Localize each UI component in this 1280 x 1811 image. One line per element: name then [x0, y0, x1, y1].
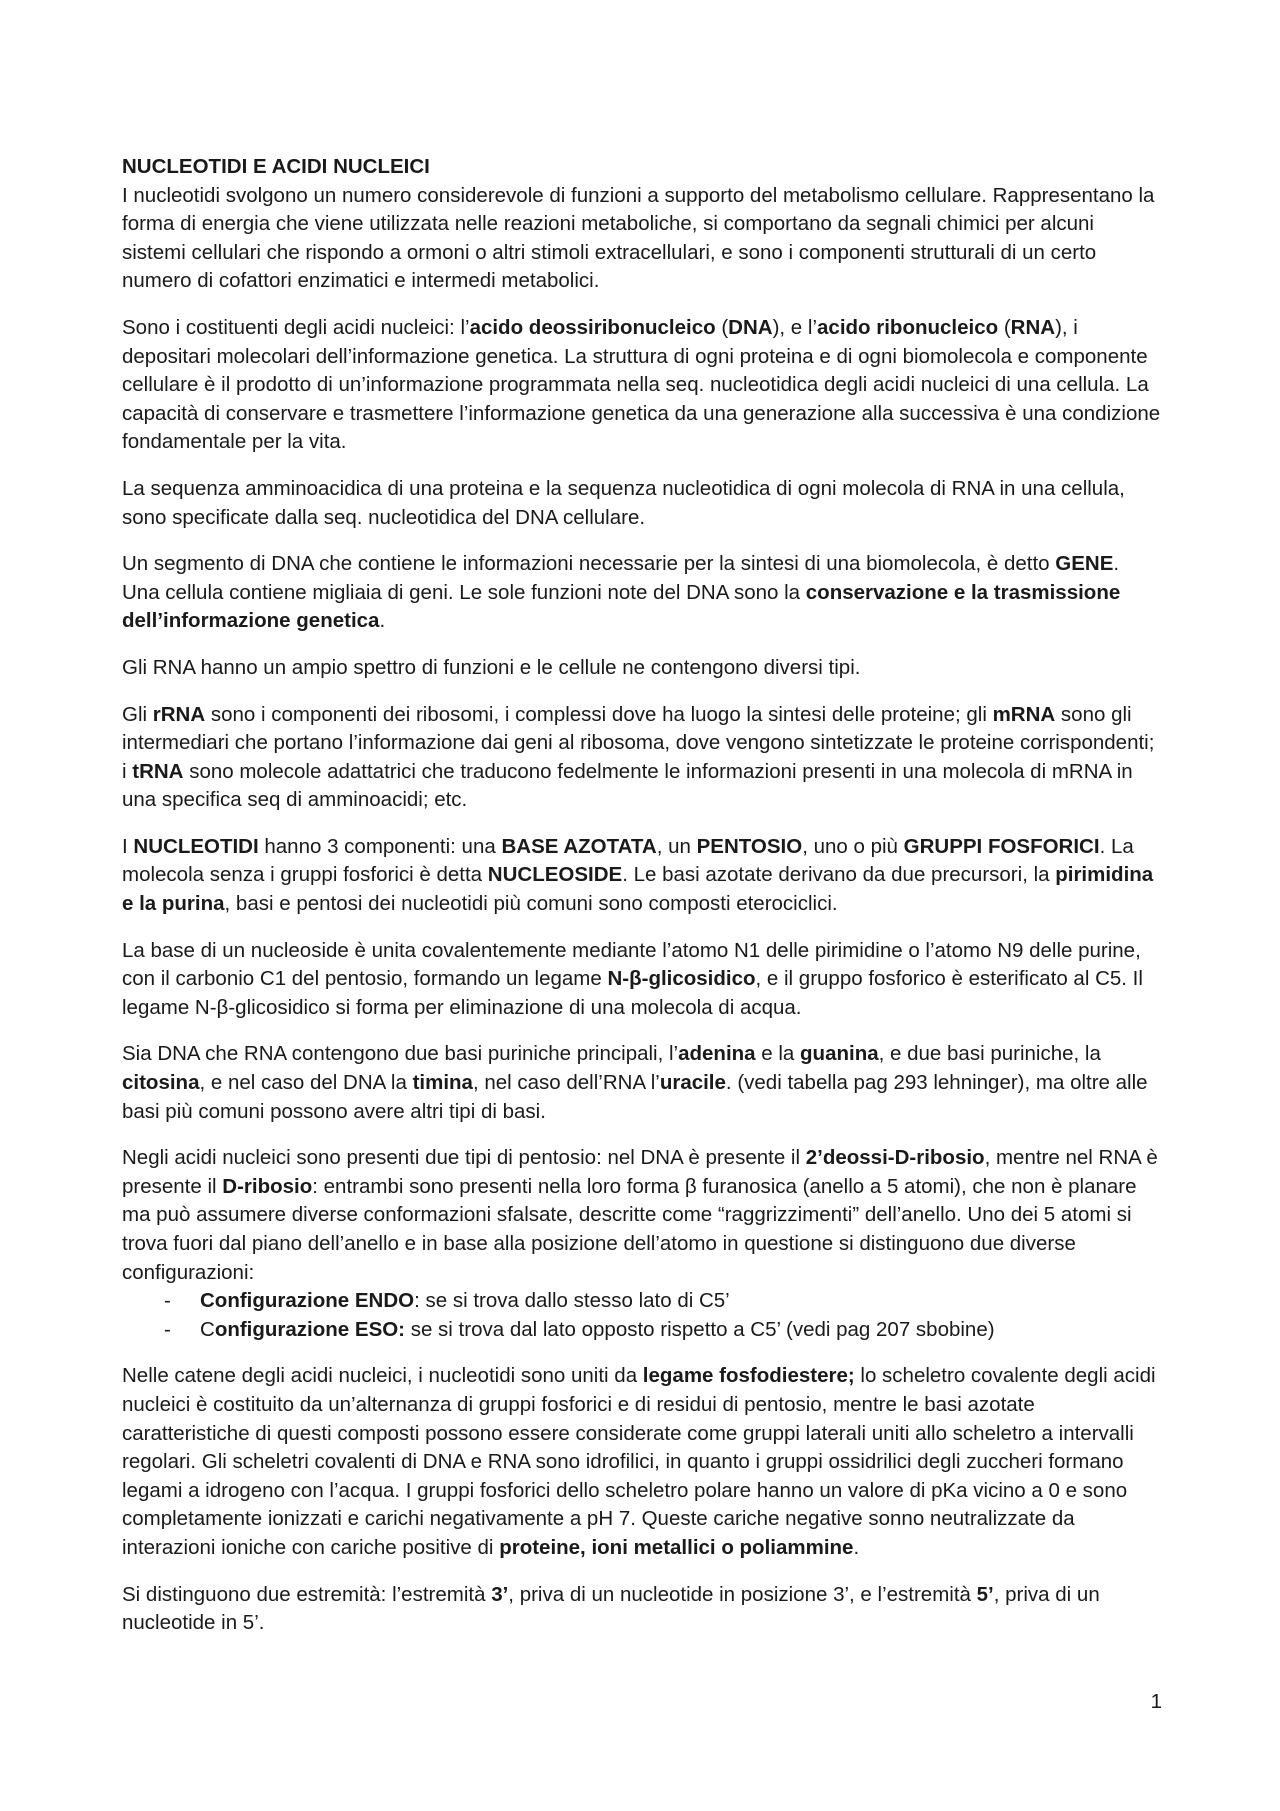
bold-term: proteine, ioni metallici o poliammine [499, 1535, 854, 1559]
paragraph-gene [122, 550, 1162, 636]
bold-term: acido ribonucleico [817, 315, 999, 339]
paragraph-text: La sequenza amminoacidica di una proteina e la sequenza nucleotidica di ogni molecola di RNA in una cellula, sono specificate dalla seq. nucleotidica del DNA cellulare. [122, 476, 1125, 529]
paragraph-pentosio [122, 1144, 1162, 1287]
text-run: sono gli intermediari che portano l’informazione dai geni al ribosoma, dove vengono sintetizzate le proteine corrispondenti; i [122, 702, 1155, 783]
text-run: . (vedi tabella pag 293 lehninger), ma oltre alle basi più comuni possono avere altri tipi di basi. [122, 1071, 1148, 1123]
paragraph-text: Gli RNA hanno un ampio spettro di funzioni e le cellule ne contengono diversi tipi. [122, 655, 861, 679]
paragraph-acidi-nucleici [122, 314, 1162, 457]
bold-term: rRNA [152, 702, 206, 726]
text-run: Sono i costituenti degli acidi nucleici: l’ [122, 315, 470, 339]
list-dash: - [164, 1289, 171, 1313]
text-run: se si trova dal lato opposto rispetto a C5’ (vedi pag 207 sbobine) [405, 1317, 995, 1341]
configurations-list [122, 1287, 1162, 1344]
text-run: ( [998, 315, 1011, 339]
paragraph-basi [122, 1040, 1162, 1126]
text-run: Nelle catene degli acidi nucleici, i nucleotidi sono uniti da [122, 1364, 643, 1388]
text-run: . Le basi azotate derivano da due precursori, la [622, 863, 1056, 887]
text-run: La base di un nucleoside è unita covalentemente mediante l’atomo N1 delle pirimidine o l’atomo N9 delle purine, con il carbonio C1 del pentosio, formando un legame [122, 938, 1141, 991]
text-run: , e il gruppo fosforico è esterificato al C5. Il legame N-β-glicosidico si forma per eliminazione di una molecola di acqua. [122, 967, 1143, 1019]
bold-term: NUCLEOTIDI [133, 834, 259, 858]
bold-term: N-β-glicosidico [607, 967, 756, 991]
bold-term: guanina [800, 1042, 879, 1066]
list-item-endo [122, 1287, 1162, 1316]
bold-term: legame fosfodiestere; [642, 1364, 855, 1388]
bold-term: acido deossiribonucleico [469, 315, 716, 339]
text-run: . Una cellula contiene migliaia di geni. Le sole funzioni note del DNA sono la [122, 552, 1120, 604]
bold-term: mRNA [992, 702, 1056, 726]
paragraph-text: I nucleotidi svolgono un numero considerevole di funzioni a supporto del metabolismo cellulare. Rappresentano la forma di energia che viene utilizzata nelle reazioni metaboliche, si comportano da segnali chimici per alcuni sistemi cellulari che rispondo a ormoni o altri stimoli extracellulari, e sono i componenti strutturali di un certo numero di cofattori enzimatici e intermedi metabolici. [122, 183, 1155, 293]
text-run: , e nel caso del DNA la [199, 1071, 413, 1095]
bold-term: adenina [678, 1042, 756, 1066]
text-run: , nel caso dell’RNA l’ [472, 1071, 660, 1095]
text-run: , e due basi puriniche, la [878, 1042, 1101, 1066]
bold-term: timina [412, 1071, 473, 1095]
list-item-eso [122, 1316, 1162, 1345]
text-run: , mentre nel RNA è presente il [122, 1146, 1158, 1198]
text-run: I [122, 834, 134, 858]
text-run: e la [755, 1042, 801, 1066]
text-run: Gli [122, 702, 153, 726]
text-run: hanno 3 componenti: una [258, 834, 502, 858]
page-title: NUCLEOTIDI E ACIDI NUCLEICI [122, 155, 430, 178]
text-run: sono i componenti dei ribosomi, i complessi dove ha luogo la sintesi delle proteine; gli [205, 702, 993, 726]
text-run: , uno o più [802, 834, 904, 858]
bold-term: 2’deossi-D-ribosio [805, 1146, 985, 1170]
paragraph-legame-fosfodiestere [122, 1362, 1162, 1562]
text-run: , un [656, 834, 697, 858]
text-run: ( [715, 315, 729, 339]
bold-term: GRUPPI FOSFORICI [903, 834, 1100, 858]
bold-term: pirimidina e la purina [122, 863, 1154, 916]
paragraph-sequenza [122, 475, 1162, 532]
text-run: C [200, 1317, 215, 1341]
paragraph-rna-funzioni [122, 654, 1162, 683]
bold-term: RNA [1010, 315, 1056, 339]
bold-term: tRNA [132, 759, 184, 783]
text-run: , priva di un nucleotide in 5’. [122, 1582, 1100, 1635]
bold-term: D-ribosio [222, 1174, 313, 1198]
text-run: lo scheletro covalente degli acidi nucleici è costituito da un’alternanza di gruppi fosforici e di residui di pentosio, mentre le basi azotate caratteristiche di questi composti possono essere considerate come gruppi laterali uniti allo scheletro a intervalli regolari. Gli scheletri covalenti di DNA e RNA sono idrofilici, in quanto i gruppi ossidrilici degli zuccheri formano legami a idrogeno con l’acqua. I gruppi fosforici dello scheletro polare hanno un valore di pKa vicino a 0 e sono completamente ionizzati e carichi negativamente a pH 7. Queste cariche negative sonno neutralizzate da interazioni ioniche con cariche positive di [122, 1364, 1156, 1559]
paragraph-legame-glicosidico [122, 937, 1162, 1023]
paragraph-rna-tipi [122, 701, 1162, 815]
text-run: ), e l’ [772, 315, 818, 339]
text-run: , priva di un nucleotide in posizione 3’, e l’estremità [508, 1582, 977, 1606]
text-run: . [379, 609, 386, 633]
bold-term: NUCLEOSIDE [487, 863, 623, 887]
text-run: : entrambi sono presenti nella loro forma β furanosica (anello a 5 atomi), che non è planare ma può assumere diverse conformazioni sfalsate, descritte come “raggrizzimenti” dell’anello. Uno dei 5 atomi si trova fuori dal piano dell’anello e in base alla posizione dell’atomo in questione si distinguono due diverse configurazioni: [122, 1174, 1137, 1284]
paragraph-intro [122, 182, 1162, 296]
text-run: Si distinguono due estremità: l’estremità [122, 1582, 492, 1606]
bold-term: citosina [122, 1071, 200, 1095]
bold-term: Configurazione ENDO [200, 1289, 415, 1313]
text-run: Negli acidi nucleici sono presenti due tipi di pentosio: nel DNA è presente il [122, 1146, 806, 1170]
text-run: ), i depositari molecolari dell’informazione genetica. La struttura di ogni proteina e di ogni biomolecola e componente cellulare è il prodotto di un’informazione programmata nella seq. nucleotidica degli acidi nucleici di una cellula. La capacità di conservare e trasmettere l’informazione genetica da una generazione alla successiva è una condizione fondamentale per la vita. [122, 315, 1161, 454]
bold-term: 3’ [491, 1582, 509, 1606]
text-run: . [853, 1535, 860, 1559]
paragraph-estremita [122, 1581, 1162, 1638]
bold-term: 5’ [976, 1582, 994, 1606]
paragraph-nucleotidi [122, 833, 1162, 919]
bold-term: onfigurazione ESO: [214, 1317, 406, 1341]
list-dash: - [164, 1317, 171, 1341]
text-run: . La molecola senza i gruppi fosforici è detta [122, 834, 1134, 887]
document-body [122, 153, 1162, 1656]
bold-term: DNA [728, 315, 773, 339]
bold-term: PENTOSIO [696, 834, 803, 858]
text-run: , basi e pentosi dei nucleotidi più comuni sono composti eterociclici. [224, 892, 838, 916]
bold-term: BASE AZOTATA [501, 834, 657, 858]
text-run: Sia DNA che RNA contengono due basi puriniche principali, l’ [122, 1042, 679, 1066]
bold-term: uracile [659, 1071, 726, 1095]
text-run: : se si trova dallo stesso lato di C5’ [414, 1289, 730, 1313]
section-title-block [122, 153, 1162, 182]
bold-term: GENE [1055, 552, 1114, 576]
text-run: sono molecole adattatrici che traducono fedelmente le informazioni presenti in una molecola di mRNA in una specifica seq di amminoacidi; etc. [122, 759, 1133, 812]
text-run: Un segmento di DNA che contiene le informazioni necessarie per la sintesi di una biomolecola, è detto [122, 552, 1056, 576]
page-number: 1 [1150, 1690, 1162, 1713]
bold-term: conservazione e la trasmissione dell’informazione genetica [122, 580, 1121, 633]
